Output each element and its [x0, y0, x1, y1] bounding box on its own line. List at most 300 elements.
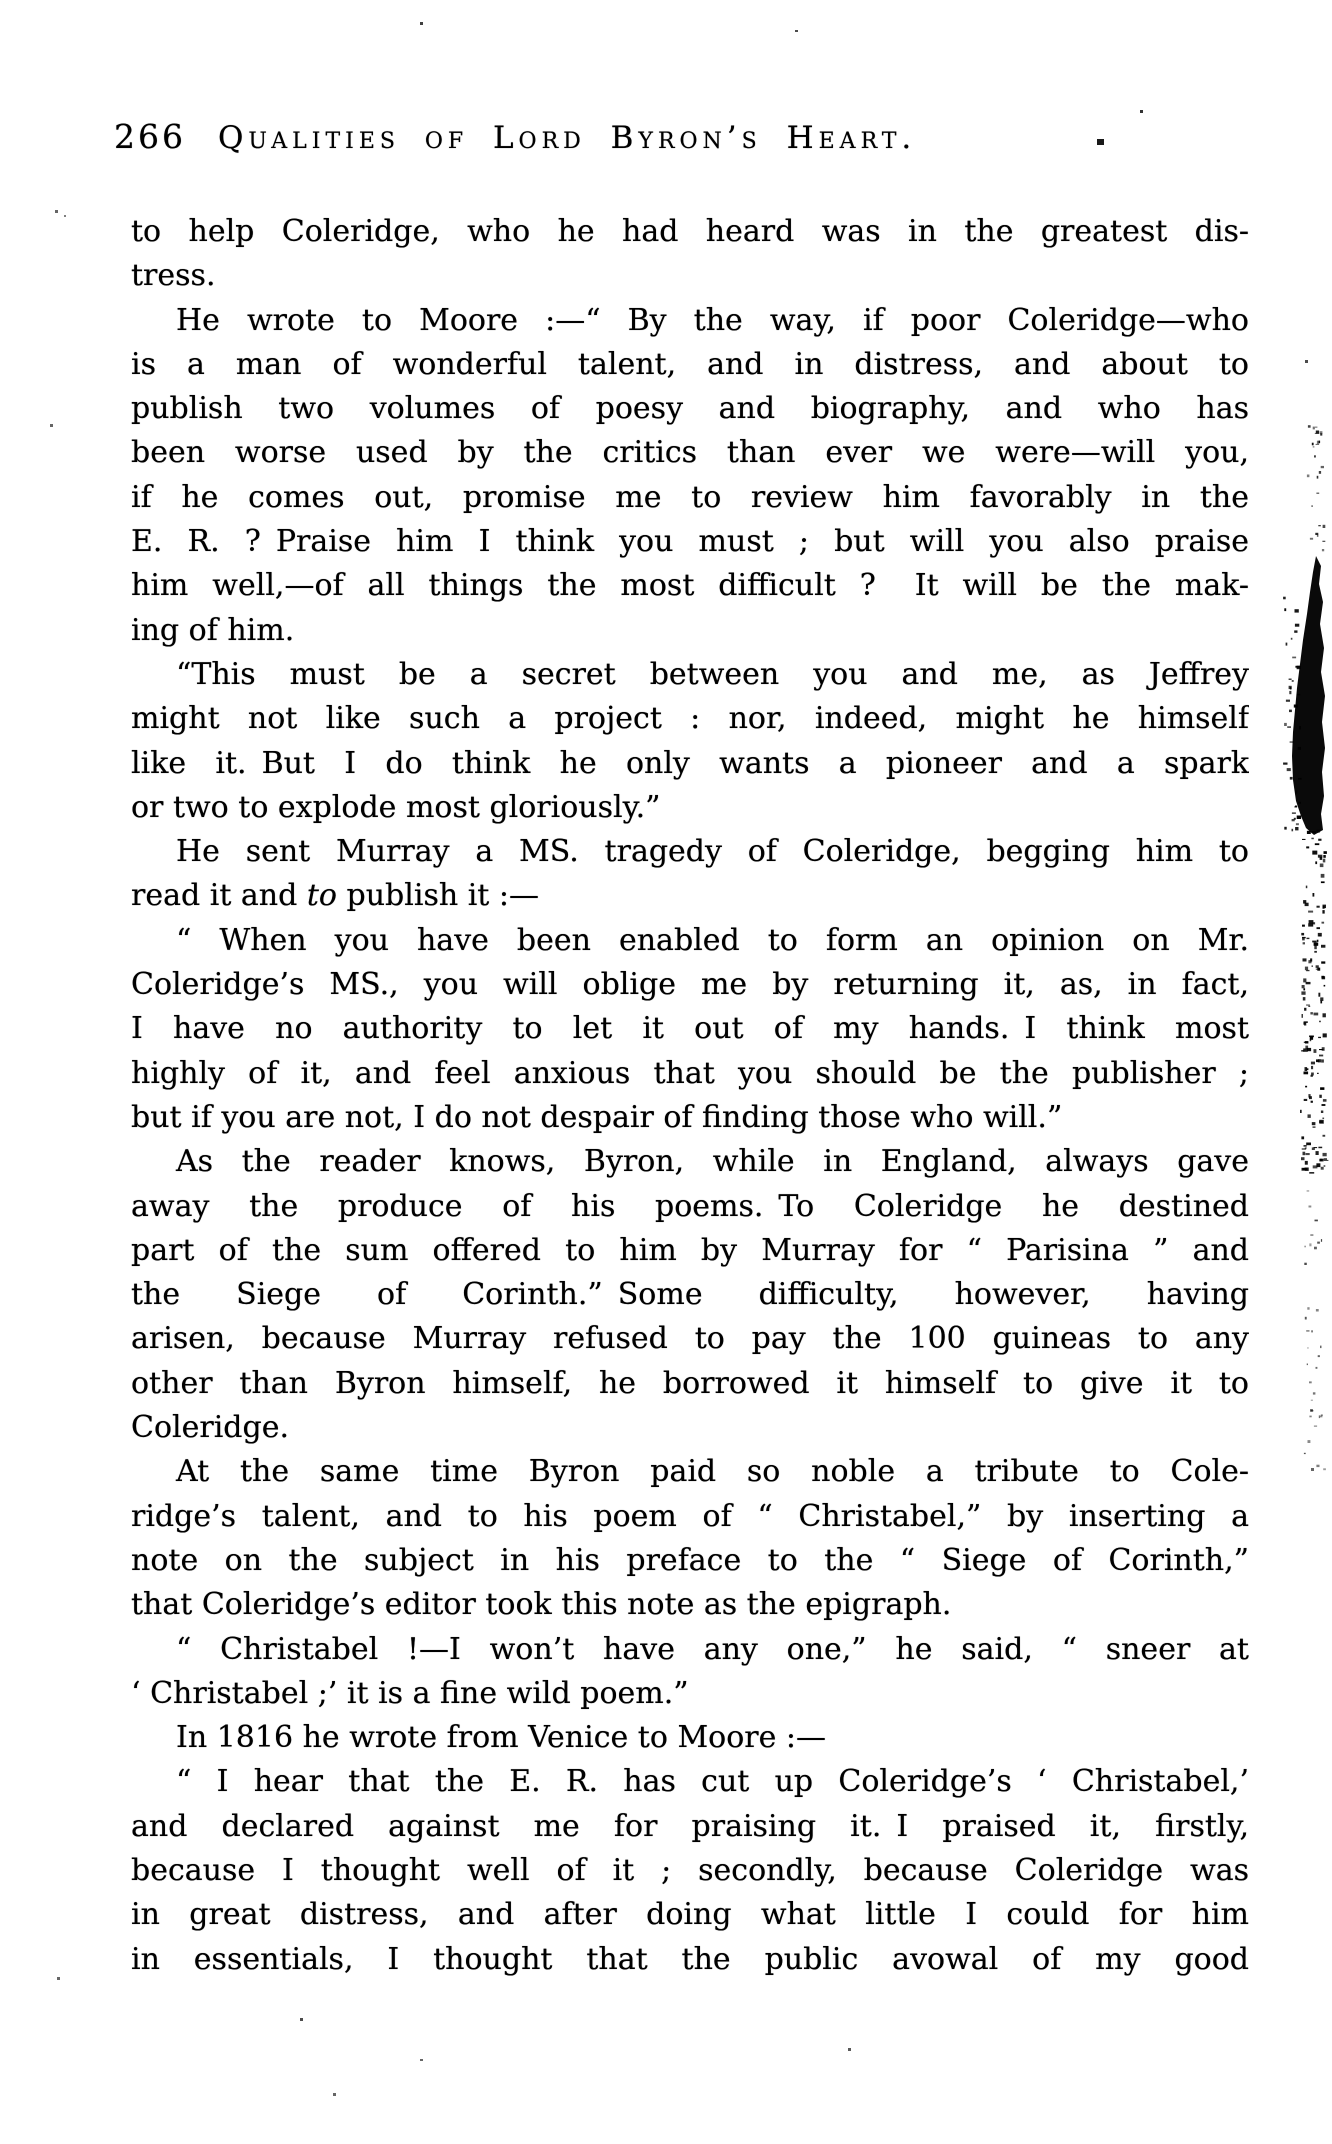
scan-speck — [1319, 1415, 1320, 1418]
scan-speck — [1315, 843, 1320, 845]
scan-speck — [1311, 1075, 1313, 1077]
scan-speck — [1305, 903, 1309, 906]
scan-speck — [1323, 1033, 1327, 1037]
scan-speck — [1315, 533, 1318, 535]
scan-speck — [1323, 905, 1327, 909]
scan-speck — [300, 2018, 303, 2021]
scan-speck — [1322, 1047, 1325, 1051]
scan-speck — [1305, 1147, 1307, 1148]
scan-speck — [1306, 846, 1309, 848]
scan-speck — [1304, 1008, 1306, 1011]
scan-speck — [1319, 935, 1321, 936]
text-line: been worse used by the critics than ever we were—will you, — [131, 435, 1249, 471]
scan-speck — [1300, 1110, 1302, 1113]
scan-speck — [1289, 691, 1291, 694]
scan-speck — [1301, 1157, 1305, 1160]
scan-speck — [1303, 997, 1306, 1000]
scan-speck — [1310, 538, 1313, 540]
running-title: Qualities of Lord Byron’s Heart. — [218, 120, 917, 156]
scan-speck — [1313, 446, 1315, 447]
scan-speck — [1301, 933, 1304, 936]
scan-speck — [1307, 938, 1310, 939]
page-text-block — [131, 210, 1249, 1982]
scan-speck — [1308, 1114, 1311, 1118]
scan-speck — [1320, 997, 1323, 1001]
scan-speck — [1323, 1468, 1326, 1470]
page-number: 266 — [114, 117, 186, 156]
scan-speck — [1309, 1243, 1311, 1246]
text-line: He wrote to Moore :—“ By the way, if poor Coleridge—who — [176, 302, 1249, 338]
scan-speck — [1318, 855, 1323, 858]
scan-speck — [1316, 1367, 1318, 1369]
scan-speck — [1317, 831, 1320, 833]
scan-speck — [1324, 851, 1327, 854]
text-line: “ I hear that the E. R. has cut up Coleridge’s ‘ Christabel,’ — [176, 1764, 1249, 1800]
scan-speck — [1316, 969, 1318, 970]
scan-speck — [1317, 535, 1319, 537]
scan-speck — [1319, 1021, 1321, 1023]
scan-speck — [1319, 1049, 1323, 1050]
scan-speck — [1317, 927, 1321, 929]
scan-speck — [1305, 360, 1308, 363]
text-line: other than Byron himself, he borrowed it himself to give it to — [131, 1365, 1249, 1401]
scan-speck — [1311, 1101, 1313, 1103]
scan-speck — [1319, 1055, 1323, 1057]
text-line: that Coleridge’s editor took this note as the epigraph. — [131, 1587, 952, 1623]
scan-speck — [1308, 1094, 1310, 1098]
scan-speck — [1313, 1127, 1316, 1128]
scan-speck — [1314, 951, 1317, 953]
scan-speck — [1324, 1158, 1327, 1160]
text-line: “This must be a secret between you and me, as Jeffrey — [176, 656, 1249, 692]
scan-speck — [1323, 855, 1326, 858]
scan-speck — [1295, 609, 1299, 612]
scan-speck — [1304, 1099, 1308, 1101]
scan-speck — [1316, 965, 1319, 968]
scan-speck — [1306, 1330, 1309, 1332]
text-line: is a man of wonderful talent, and in distress, and about to — [131, 346, 1249, 382]
scan-speck — [1283, 597, 1286, 600]
scan-speck — [1284, 723, 1287, 726]
scan-speck — [1324, 1165, 1326, 1166]
scan-speck — [1303, 942, 1305, 944]
scan-speck — [1311, 1062, 1315, 1065]
scan-speck — [1319, 1159, 1323, 1162]
scan-speck — [1286, 700, 1290, 702]
scan-speck — [1321, 1414, 1323, 1416]
text-line: read it and to publish it :— — [131, 878, 539, 914]
text-line: part of the sum offered to him by Murray for “ Parisina ” and — [131, 1232, 1249, 1268]
scan-speck — [1321, 881, 1325, 883]
scan-speck — [1323, 1013, 1326, 1017]
scan-speck — [1284, 608, 1286, 611]
scan-speck — [1322, 910, 1324, 914]
text-line: ing of him. — [131, 612, 295, 648]
scan-speck — [1316, 830, 1320, 832]
scan-speck — [1295, 827, 1298, 830]
scan-speck — [1321, 1111, 1323, 1114]
scan-speck — [1298, 778, 1302, 780]
scan-speck — [1321, 874, 1325, 878]
text-line: He sent Murray a MS. tragedy of Coleridge, begging him to — [176, 834, 1249, 870]
text-line: the Siege of Corinth.” Some difficulty, however, having — [131, 1277, 1249, 1313]
scan-speck — [1292, 812, 1296, 814]
scan-speck — [1312, 941, 1316, 943]
scan-speck — [1315, 427, 1317, 428]
scan-speck — [1310, 1234, 1313, 1236]
scan-speck — [1305, 1317, 1307, 1320]
scan-speck — [1311, 1066, 1313, 1069]
text-line: At the same time Byron paid so noble a tribute to Cole- — [176, 1454, 1249, 1490]
scan-speck — [1319, 1095, 1322, 1098]
text-line: in great distress, and after doing what little I could for him — [131, 1897, 1249, 1933]
scan-speck — [1322, 1118, 1324, 1119]
text-line: but if you are not, I do not despair of finding those who will.” — [131, 1099, 1063, 1135]
text-line: to help Coleridge, who he had heard was in the greatest dis- — [131, 214, 1249, 249]
scan-speck — [1297, 666, 1301, 670]
scan-speck — [1324, 1160, 1329, 1161]
scan-speck — [1320, 1346, 1322, 1349]
scan-speck — [1297, 694, 1301, 696]
scan-speck — [1323, 859, 1326, 863]
scan-speck — [1295, 624, 1299, 627]
scan-speck — [1318, 839, 1321, 841]
scan-speck — [1321, 961, 1325, 963]
scan-speck — [55, 210, 58, 213]
scan-speck — [1295, 666, 1299, 668]
scan-speck — [1302, 1168, 1305, 1171]
scan-speck — [1312, 851, 1317, 855]
scan-speck — [1317, 476, 1319, 479]
text-line: ridge’s talent, and to his poem of “ Christabel,” by inserting a — [131, 1498, 1249, 1534]
scan-speck — [1306, 982, 1311, 984]
scan-speck — [1308, 425, 1311, 428]
scan-speck — [1309, 1036, 1314, 1038]
scan-speck — [1296, 823, 1299, 825]
scan-speck — [1321, 1239, 1322, 1242]
scan-speck — [1320, 1001, 1322, 1004]
scan-speck — [1307, 1190, 1310, 1191]
scan-speck — [1308, 923, 1313, 926]
scan-speck — [1303, 1022, 1306, 1024]
scan-speck — [1294, 705, 1298, 708]
scan-speck — [1305, 1161, 1308, 1165]
scan-speck — [1316, 431, 1319, 434]
scan-speck — [1309, 1416, 1311, 1418]
scan-speck — [420, 22, 423, 25]
scan-speck — [1306, 1143, 1311, 1146]
scan-speck — [795, 30, 798, 32]
scan-speck — [1303, 1048, 1308, 1051]
scan-speck — [1322, 922, 1325, 924]
text-line: As the reader knows, Byron, while in England, always gave — [176, 1144, 1249, 1180]
scan-speck — [57, 1977, 60, 1980]
scan-speck — [1309, 1381, 1312, 1383]
scan-speck — [1309, 920, 1314, 924]
scan-speck — [1305, 1067, 1308, 1071]
scan-speckle-band — [1283, 425, 1328, 1471]
scan-speck — [1322, 976, 1326, 979]
text-line: In 1816 he wrote from Venice to Moore :— — [176, 1720, 827, 1756]
scan-speck — [1302, 925, 1305, 927]
scan-speck — [1291, 638, 1293, 640]
scan-speck — [1302, 1148, 1306, 1149]
scan-speck — [1305, 1246, 1306, 1248]
scan-speck — [1312, 922, 1315, 924]
scan-speck — [1292, 657, 1296, 659]
scan-speck — [1320, 1087, 1324, 1090]
text-line: Coleridge’s MS., you will oblige me by returning it, as, in fact, — [131, 967, 1249, 1003]
scan-speck — [1317, 1242, 1320, 1244]
scan-speck — [1312, 443, 1314, 446]
scan-speck — [1317, 441, 1320, 444]
scan-speck — [1316, 444, 1320, 445]
scan-speck — [1318, 1059, 1321, 1062]
scan-speck — [1311, 1400, 1313, 1401]
scan-speck — [50, 424, 53, 427]
scan-speck — [1320, 857, 1323, 860]
scan-speck — [1301, 991, 1305, 994]
scan-speck — [1310, 1409, 1313, 1412]
scan-speck — [1309, 1096, 1312, 1099]
scan-speck — [1306, 886, 1308, 889]
scan-speck — [1320, 431, 1323, 434]
scan-speck — [1292, 819, 1295, 821]
scan-speck — [1322, 541, 1325, 542]
text-line: ‘ Christabel ;’ it is a fine wild poem.” — [131, 1675, 689, 1711]
scan-speck — [1314, 1049, 1317, 1053]
scan-speck — [1301, 1136, 1304, 1139]
scan-speck — [1304, 1042, 1306, 1043]
scan-speck — [1319, 471, 1321, 474]
scan-speck — [1312, 1122, 1316, 1125]
scan-speck — [1320, 433, 1322, 435]
scan-speck — [1302, 839, 1306, 840]
scan-speck — [1308, 1006, 1310, 1007]
scan-speck — [1305, 967, 1308, 971]
scan-speck — [1316, 1059, 1319, 1062]
scan-speck — [1317, 940, 1319, 942]
scan-speck — [1316, 1465, 1319, 1467]
scan-speck — [1297, 816, 1301, 820]
scan-speck — [1315, 861, 1317, 864]
scan-speck — [1287, 726, 1291, 728]
scan-speck — [1323, 1135, 1326, 1137]
scan-speck — [1289, 679, 1292, 681]
scan-speck — [1292, 829, 1294, 832]
text-line: “ Christabel !—I won’t have any one,” he said, “ sneer at — [176, 1631, 1249, 1667]
text-line: arisen, because Murray refused to pay the 100 guineas to any — [131, 1321, 1249, 1357]
scan-speck — [1320, 1159, 1323, 1162]
text-line: “ When you have been enabled to form an opinion on Mr. — [176, 922, 1249, 958]
scan-speck — [1290, 687, 1292, 689]
scan-speck — [1306, 1005, 1310, 1006]
scan-speck — [1303, 958, 1307, 961]
scan-speck — [1294, 630, 1297, 632]
text-line: publish two volumes of poesy and biography, and who has — [131, 391, 1249, 427]
scan-speck — [1302, 937, 1306, 938]
scan-speck — [333, 2093, 336, 2096]
text-line: highly of it, and feel anxious that you should be the publisher ; — [131, 1055, 1249, 1091]
scan-speck — [1318, 1037, 1321, 1038]
scan-speck — [1315, 1220, 1318, 1222]
scan-speck — [1299, 726, 1301, 729]
scan-speck — [1302, 938, 1305, 941]
text-line: him well,—of all things the most difficult ? It will be the mak- — [131, 568, 1249, 604]
scan-speck — [1307, 1364, 1308, 1366]
scan-speck — [1307, 1347, 1308, 1348]
scan-speck — [1318, 525, 1321, 526]
scan-speck — [1308, 960, 1311, 963]
scan-speck — [1323, 525, 1326, 528]
scan-speck — [1310, 1036, 1313, 1040]
text-line: away the produce of his poems. To Coleridge he destined — [131, 1188, 1249, 1224]
scan-speck — [1306, 1068, 1308, 1070]
scan-speck — [1286, 643, 1288, 646]
scan-speck — [1304, 1263, 1307, 1265]
scan-speck — [1305, 1046, 1308, 1049]
scan-speck — [1323, 1153, 1327, 1156]
scan-speck — [64, 215, 66, 217]
scan-speck — [1307, 1307, 1309, 1310]
scan-speck — [1298, 802, 1301, 804]
scan-speck — [1317, 906, 1320, 908]
text-line: and declared against me for praising it. I praised it, firstly, — [131, 1808, 1249, 1844]
scan-speck — [1292, 680, 1294, 682]
scan-speck — [1319, 441, 1321, 443]
scan-speck — [1314, 1247, 1317, 1250]
scan-speck — [1314, 1013, 1319, 1016]
scan-speck — [1289, 686, 1292, 689]
scan-speck — [1323, 906, 1325, 909]
scan-speck — [1312, 966, 1314, 967]
scan-speck — [1311, 838, 1313, 840]
scan-speck — [1303, 1168, 1308, 1170]
scan-speck — [1319, 1121, 1323, 1124]
scan-speck — [1314, 455, 1316, 457]
scan-speck — [1304, 1021, 1308, 1023]
text-line: or two to explode most gloriously.” — [131, 789, 661, 825]
scan-speck — [1318, 1147, 1322, 1149]
scan-speck — [1290, 741, 1294, 743]
scan-speck — [1304, 1168, 1308, 1171]
scan-speck — [1305, 1041, 1309, 1043]
scan-speck — [1307, 475, 1310, 478]
scan-speck — [1298, 747, 1301, 750]
scan-speck — [1306, 1153, 1310, 1155]
scan-speck — [1311, 1410, 1314, 1411]
scan-speck — [1310, 958, 1312, 961]
text-line: like it. But I do think he only wants a pioneer and a spark — [131, 745, 1249, 781]
scan-speck — [1307, 831, 1311, 834]
scan-speck — [1306, 970, 1309, 971]
scan-speck — [1322, 549, 1324, 551]
scan-speck — [1321, 976, 1324, 979]
text-line: if he comes out, promise me to review him favorably in the — [131, 479, 1249, 515]
scan-speck — [1284, 827, 1286, 830]
scan-speck — [1295, 790, 1297, 793]
scan-speck — [1295, 806, 1297, 808]
scan-speck — [1313, 893, 1315, 897]
binding-ink-smudge-icon — [1292, 556, 1325, 835]
scan-speck — [1314, 945, 1317, 949]
scan-speck — [1303, 1152, 1306, 1156]
scan-speck — [1321, 466, 1324, 468]
scan-speck — [1305, 1086, 1307, 1088]
scan-speck — [1304, 1453, 1306, 1454]
scan-speck — [1303, 900, 1306, 904]
scan-speck — [1318, 993, 1320, 997]
scan-speck — [1290, 777, 1293, 780]
scan-speck — [1310, 1038, 1312, 1041]
scan-speck — [1310, 1012, 1313, 1014]
scan-speck — [1294, 818, 1296, 820]
scan-speck — [1289, 710, 1292, 713]
scan-speck — [1308, 911, 1313, 913]
text-line: because I thought well of it ; secondly, because Coleridge was — [131, 1852, 1249, 1888]
scan-speck — [1311, 1330, 1313, 1332]
scan-speck — [1304, 1072, 1309, 1075]
text-line: tress. — [131, 258, 216, 294]
scan-speck — [1316, 1163, 1320, 1167]
running-header — [114, 112, 1232, 162]
text-line: note on the subject in his preface to the “ Siege of Corinth,” — [131, 1542, 1249, 1578]
scan-speck — [1317, 1073, 1319, 1074]
scan-speck — [1314, 943, 1319, 946]
scan-speck — [1311, 1073, 1314, 1076]
text-line: might not like such a project : nor, indeed, might he himself — [131, 701, 1249, 737]
scan-speck — [1309, 1206, 1312, 1208]
scan-speck — [1294, 806, 1297, 808]
scan-speck — [1312, 1147, 1315, 1150]
scan-speck — [1316, 1309, 1319, 1312]
scan-speck — [420, 2059, 423, 2061]
scan-speck — [1313, 1392, 1316, 1394]
scan-speck — [1304, 1145, 1307, 1147]
scan-speck — [1324, 985, 1326, 987]
scan-speck — [1315, 433, 1316, 434]
scan-speck — [1323, 1099, 1327, 1102]
scan-speck — [1283, 763, 1287, 765]
scan-speck — [1318, 1355, 1320, 1357]
scan-speck — [1321, 1059, 1324, 1062]
scan-speck — [1313, 427, 1315, 430]
scan-speck — [1317, 968, 1320, 971]
scan-speck — [1311, 831, 1316, 833]
scan-speck — [1320, 864, 1324, 868]
scan-speck — [1287, 768, 1291, 771]
scan-speck — [1307, 1048, 1311, 1051]
scan-speck — [1303, 988, 1305, 990]
scan-speck — [1322, 1104, 1326, 1106]
text-line: E. R. ? Praise him I think you must ; but will you also praise — [131, 524, 1249, 560]
scan-speck — [1311, 1468, 1314, 1471]
scan-speck — [1309, 1172, 1314, 1174]
scan-speck — [1316, 1151, 1319, 1155]
scan-speck — [1302, 1014, 1304, 1018]
text-line: I have no authority to let it out of my hands. I think most — [131, 1011, 1249, 1047]
text-line: in essentials, I thought that the public avowal of my good — [131, 1941, 1249, 1977]
scan-speck — [1311, 505, 1312, 506]
scan-speck — [1318, 933, 1322, 937]
scan-speck — [1313, 1165, 1318, 1168]
scan-speck — [1304, 1022, 1306, 1025]
scan-speck — [1314, 1147, 1318, 1148]
scan-speck — [1314, 1426, 1317, 1427]
scan-speck — [1321, 945, 1325, 948]
scan-speck — [1308, 1440, 1311, 1443]
scan-speck — [1301, 1050, 1304, 1052]
